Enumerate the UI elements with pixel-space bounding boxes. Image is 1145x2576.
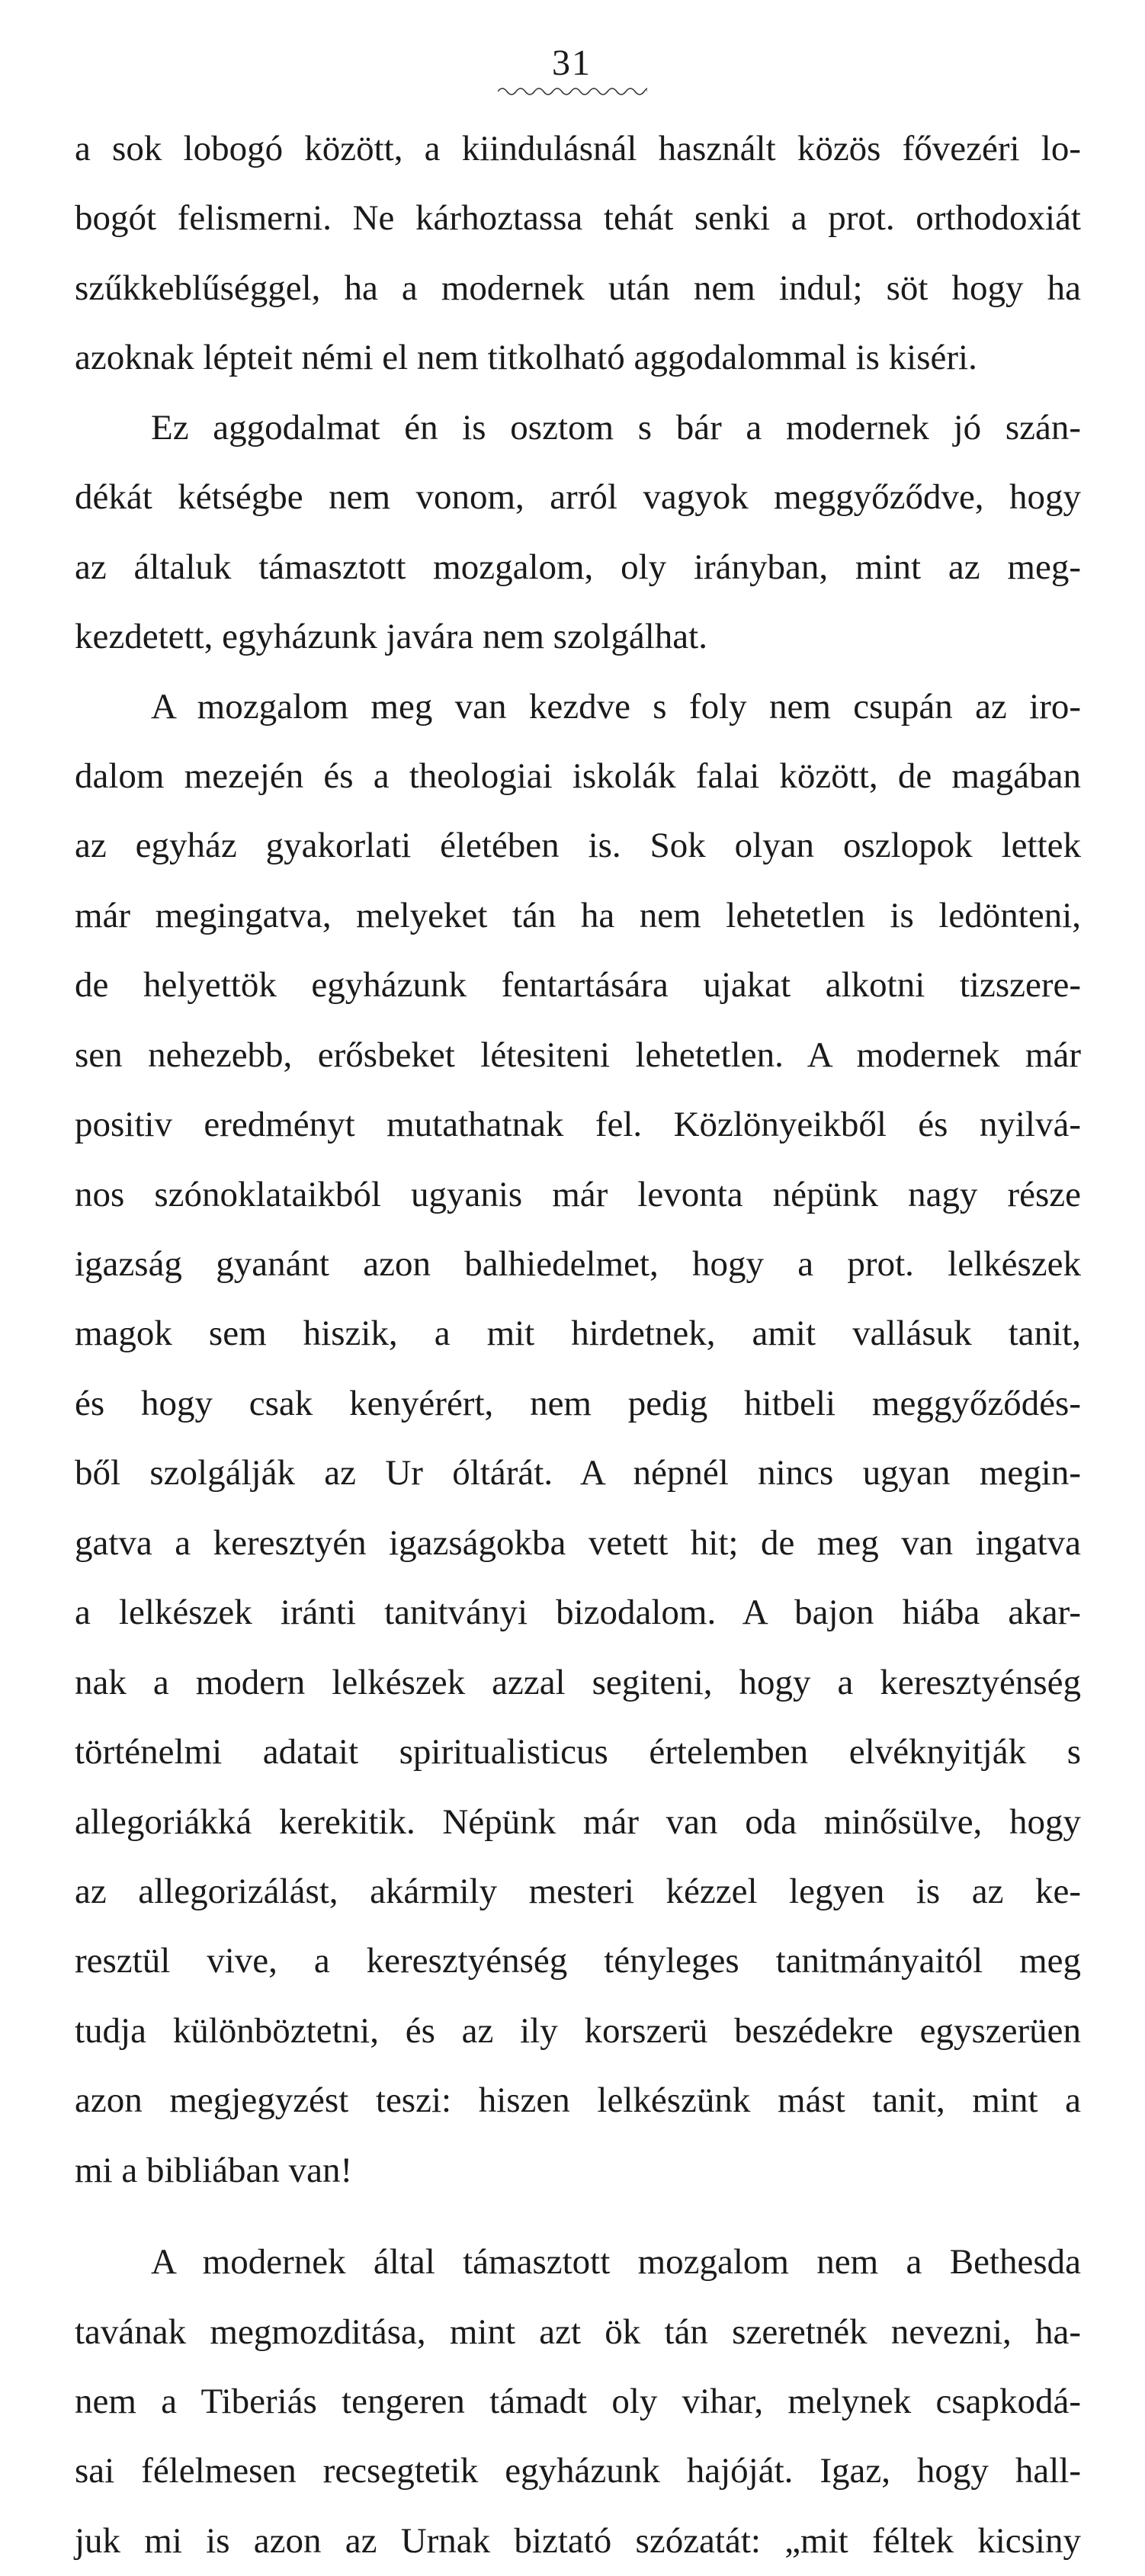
text-line: de helyettök egyházunk fentartására ujakat alkotni tizszere- [75, 965, 1081, 1006]
text-line: nos szónoklataikból ugyanis már levonta népünk nagy része [75, 1174, 1081, 1214]
text-line: tudja különböztetni, és az ily korszerü beszédekre egyszerüen [75, 2010, 1081, 2051]
paragraph-first-line: Ez aggodalmat én is osztom s bár a modernek jó szán- [151, 407, 1081, 448]
text-line: sai félelmesen recsegtetik egyházunk hajóját. Igaz, hogy hall- [75, 2451, 1081, 2491]
text-line: tavának megmozditása, mint azt ök tán szeretnék nevezni, ha- [75, 2311, 1081, 2352]
text-line: sen nehezebb, erősbeket létesiteni lehetetlen. A modernek már [75, 1035, 1081, 1075]
text-line: kezdetett, egyházunk javára nem szolgálhat. [75, 617, 707, 657]
text-line: az egyház gyakorlati életében is. Sok olyan oszlopok lettek [75, 826, 1081, 866]
text-line: gatva a keresztyén igazságokba vetett hit; de meg van ingatva [75, 1522, 1081, 1563]
paragraph-first-line: A modernek által támasztott mozgalom nem a Bethesda [151, 2242, 1081, 2282]
text-line: nak a modern lelkészek azzal segiteni, hogy a keresztyénség [75, 1662, 1081, 1702]
page-number: 31 [552, 43, 592, 83]
text-line: mi a bibliában van! [75, 2150, 353, 2190]
text-line: allegoriákká kerekitik. Népünk már van oda minősülve, hogy [75, 1801, 1081, 1842]
text-line: dékát kétségbe nem vonom, arról vagyok meggyőződve, hogy [75, 477, 1081, 518]
text-line: resztül vive, a keresztyénség tényleges tanitmányaitól meg [75, 1941, 1081, 1981]
text-line: az általuk támasztott mozgalom, oly irányban, mint az meg- [75, 547, 1081, 587]
text-line: a lelkészek iránti tanitványi bizodalom. A bajon hiába akar- [75, 1593, 1081, 1633]
text-line: dalom mezején és a theologiai iskolák falai között, de magában [75, 755, 1081, 796]
text-line: történelmi adatait spiritualisticus értelemben elvéknyitják s [75, 1732, 1081, 1772]
paragraph-first-line: A mozgalom meg van kezdve s foly nem csupán az iro- [151, 686, 1081, 727]
text-line: ből szolgálják az Ur óltárát. A népnél nincs ugyan megin- [75, 1453, 1081, 1493]
text-line: azon megjegyzést teszi: hiszen lelkészünk mást tanit, mint a [75, 2080, 1081, 2121]
main-text [75, 114, 1081, 2576]
text-line: igazság gyanánt azon balhiedelmet, hogy a prot. lelkészek [75, 1244, 1081, 1284]
text-line: és hogy csak kenyérért, nem pedig hitbeli meggyőződés- [75, 1383, 1081, 1423]
text-line: szűkkeblűséggel, ha a modernek után nem indul; söt hogy ha [75, 268, 1081, 308]
text-line: már megingatva, melyeket tán ha nem lehetetlen is ledönteni, [75, 895, 1081, 935]
paragraph-spacing [75, 2205, 1081, 2228]
wavy-rule-ornament [498, 84, 647, 96]
text-line: a sok lobogó között, a kiindulásnál használt közös fővezéri lo- [75, 129, 1081, 168]
text-line: nem a Tiberiás tengeren támadt oly vihar, melynek csapkodá- [75, 2382, 1081, 2421]
text-line: magok sem hiszik, a mit hirdetnek, amit vallásuk tanit, [75, 1314, 1081, 1354]
text-line: bogót felismerni. Ne kárhoztassa tehát senki a prot. orthodoxiát [75, 198, 1081, 239]
text-line: az allegorizálást, akármily mesteri kézzel legyen is az ke- [75, 1871, 1081, 1911]
text-line: juk mi is azon az Urnak biztató szózatát: „mit féltek kicsiny [75, 2520, 1081, 2561]
text-line: azoknak lépteit némi el nem titkolható aggodalommal is kiséri. [75, 338, 977, 378]
text-line: positiv eredményt mutathatnak fel. Közlönyeikből és nyilvá- [75, 1105, 1081, 1145]
